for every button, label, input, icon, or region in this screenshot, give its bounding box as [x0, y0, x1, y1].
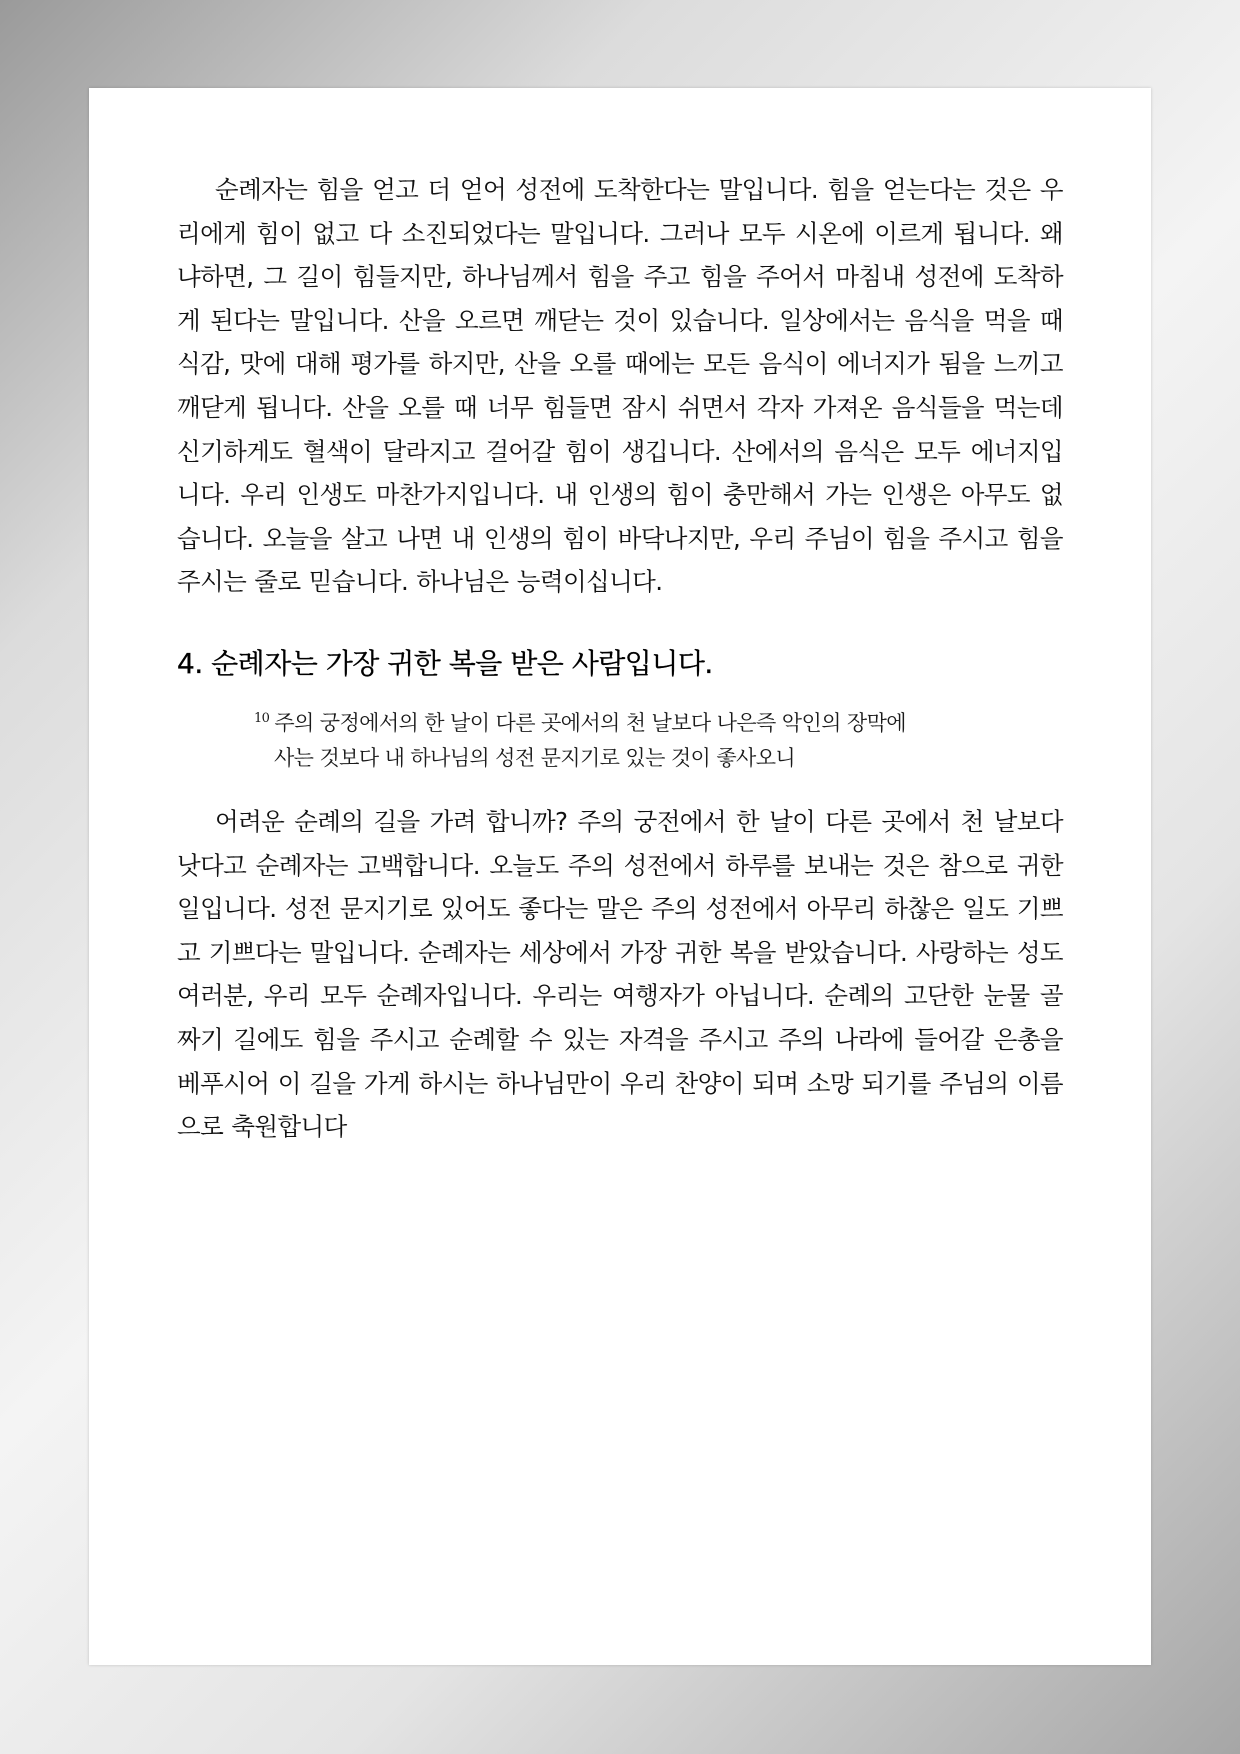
verse-text-1: 주의 궁정에서의 한 날이 다른 곳에서의 천 날보다 나은즉 악인의 장막에: [274, 710, 906, 735]
verse-number: 10: [254, 710, 270, 726]
body-paragraph-2: 어려운 순례의 길을 가려 합니까? 주의 궁전에서 한 날이 다른 곳에서 천 날보다 낫다고 순례자는 고백합니다. 오늘도 주의 성전에서 하루를 보내는 것은 참으로 귀한 일입니다. 성전 문지기로 있어도 좋다는 말은 주의 성전에서 아무리 하찮은 일도 기쁘고 기쁘다는 말입니다. 순례자는 세상에서 가장 귀한 복을 받았습니다. 사랑하는 성도 여러분, 우리 모두 순례자입니다. 우리는 여행자가 아닙니다. 순례의 고단한 눈물 골짜기 길에도 힘을 주시고 순례할 수 있는 자격을 주시고 주의 나라에 들어갈 은총을 베푸시어 이 길을 가게 하시는 하나님만이 우리 찬양이 되며 소망 되기를 주님의 이름으로 축원합니다: [177, 806, 1063, 1142]
document-page: [89, 88, 1151, 1665]
verse-line-1: [254, 706, 1014, 741]
body-paragraph-1: 순례자는 힘을 얻고 더 얻어 성전에 도착한다는 말입니다. 힘을 얻는다는 것은 우리에게 힘이 없고 다 소진되었다는 말입니다. 그러나 모두 시온에 이르게 됩니다. 왜냐하면, 그 길이 힘들지만, 하나님께서 힘을 주고 힘을 주어서 마침내 성전에 도착하게 된다는 말입니다. 산을 오르면 깨닫는 것이 있습니다. 일상에서는 음식을 먹을 때 식감, 맛에 대해 평가를 하지만, 산을 오를 때에는 모든 음식이 에너지가 됨을 느끼고 깨닫게 됩니다. 산을 오를 때 너무 힘들면 잠시 쉬면서 각자 가져온 음식들을 먹는데 신기하게도 혈색이 달라지고 걸어갈 힘이 생깁니다. 산에서의 음식은 모두 에너지입니다. 우리 인생도 마찬가지입니다. 내 인생의 힘이 충만해서 가는 인생은 아무도 없습니다. 오늘을 살고 나면 내 인생의 힘이 바닥나지만, 우리 주님이 힘을 주시고 힘을 주시는 줄로 믿습니다. 하나님은 능력이십니다.: [177, 175, 1063, 597]
section-heading-4: 4. 순례자는 가장 귀한 복을 받은 사람입니다.: [177, 646, 713, 680]
verse-line-2: 사는 것보다 내 하나님의 성전 문지기로 있는 것이 좋사오니: [274, 745, 796, 770]
page-content: [177, 168, 1063, 1149]
scripture-verse: [254, 706, 1014, 776]
